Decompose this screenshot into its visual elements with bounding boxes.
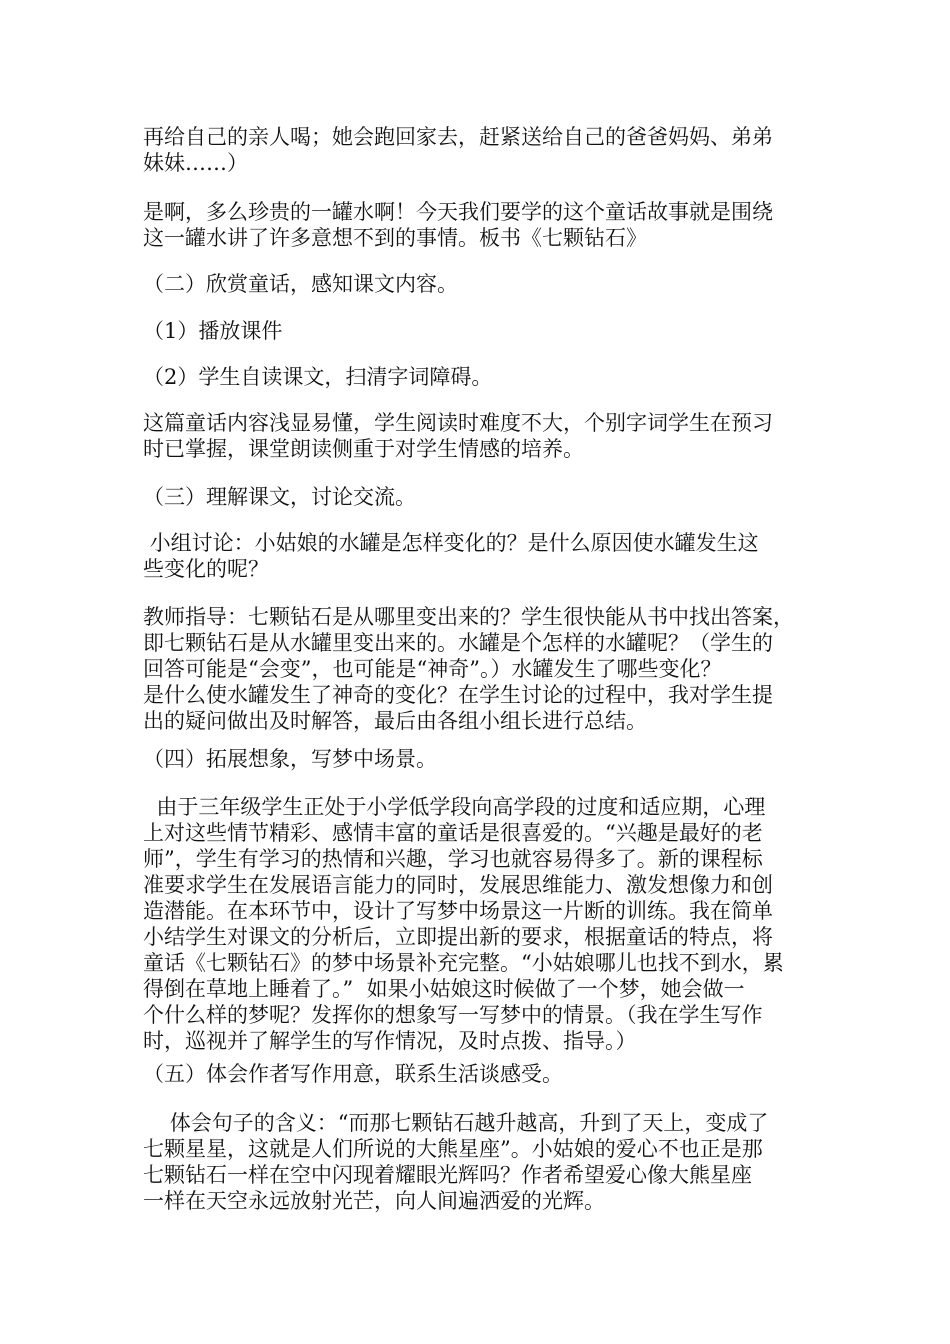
text-line: 体会句子的含义：“而那七颗钻石越升越高，升到了天上，变成了	[143, 1111, 769, 1135]
text-line: 教师指导：七颗钻石是从哪里变出来的？学生很快能从书中找出答案，	[143, 605, 794, 629]
paragraph-reading	[143, 410, 823, 462]
text-line: 回答可能是“会变”，也可能是“神奇”。）水罐发生了哪些变化？	[143, 657, 722, 681]
text-line: 得倒在草地上睡着了。” 如果小姑娘这时候做了一个梦，她会做一	[143, 977, 745, 1001]
text-line: （四）拓展想象，写梦中场景。	[143, 747, 437, 771]
paragraph-group-discussion	[143, 530, 823, 582]
text-line: 小组讨论：小姑娘的水罐是怎样变化的？是什么原因使水罐发生这	[143, 531, 759, 555]
text-line: 即七颗钻石是从水罐里变出来的。水罐是个怎样的水罐呢？（学生的	[143, 631, 773, 655]
text-line: （1）播放课件	[143, 319, 283, 343]
text-line: 上对这些情节精彩、感情丰富的童话是很喜爱的。“兴趣是最好的老	[143, 821, 763, 845]
text-line: 师”，学生有学习的热情和兴趣，学习也就容易得多了。新的课程标	[143, 847, 763, 871]
text-line: 时已掌握，课堂朗读侧重于对学生情感的培养。	[143, 437, 584, 461]
step-1	[143, 318, 823, 344]
text-line: （五）体会作者写作用意，联系生活谈感受。	[143, 1062, 563, 1086]
text-line: 妹妹……）	[143, 151, 248, 175]
text-line: 时，巡视并了解学生的写作情况，及时点拨、指导。）	[143, 1029, 637, 1053]
text-line: 童话《七颗钻石》的梦中场景补充完整。“小姑娘哪儿也找不到水，累	[143, 951, 784, 975]
paragraph-teacher-guidance	[143, 604, 823, 734]
text-line: 再给自己的亲人喝；她会跑回家去，赶紧送给自己的爸爸妈妈、弟弟	[143, 125, 773, 149]
text-line: 七颗钻石一样在空中闪现着耀眼光辉吗？作者希望爱心像大熊星座	[143, 1163, 752, 1187]
text-line: 准要求学生在发展语言能力的同时，发展思维能力、激发想像力和创	[143, 873, 773, 897]
paragraph-imagination	[143, 794, 823, 1054]
text-line: （三）理解课文，讨论交流。	[143, 485, 416, 509]
text-line: 由于三年级学生正处于小学低学段向高学段的过度和适应期，心理	[143, 795, 766, 819]
section-heading-3	[143, 484, 823, 510]
text-line: 小结学生对课文的分析后，立即提出新的要求，根据童话的特点，将	[143, 925, 773, 949]
text-line: 这一罐水讲了许多意想不到的事情。板书《七颗钻石》	[143, 226, 647, 250]
text-line: 出的疑问做出及时解答，最后由各组小组长进行总结。	[143, 709, 647, 733]
section-heading-2	[143, 271, 823, 297]
paragraph-continuation	[143, 124, 823, 176]
section-heading-5	[143, 1061, 823, 1087]
text-line: 是啊，多么珍贵的一罐水啊！今天我们要学的这个童话故事就是围绕	[143, 200, 773, 224]
text-line: （二）欣赏童话，感知课文内容。	[143, 272, 458, 296]
paragraph-intro	[143, 199, 823, 251]
text-line: 个什么样的梦呢？发挥你的想象写一写梦中的情景。（我在学生写作	[143, 1003, 763, 1027]
section-heading-4	[143, 746, 823, 772]
text-line: 七颗星星，这就是人们所说的大熊星座”。小姑娘的爱心不也正是那	[143, 1137, 763, 1161]
text-line: 是什么使水罐发生了神奇的变化？在学生讨论的过程中，我对学生提	[143, 683, 773, 707]
paragraph-meaning	[143, 1110, 823, 1214]
text-line: 一样在天空永远放射光芒，向人间遍洒爱的光辉。	[143, 1189, 605, 1213]
text-line: 些变化的呢？	[143, 557, 269, 581]
step-2	[143, 364, 823, 390]
text-line: 这篇童话内容浅显易懂，学生阅读时难度不大，个别字词学生在预习	[143, 411, 773, 435]
text-line: （2）学生自读课文，扫清字词障碍。	[143, 365, 493, 389]
text-line: 造潜能。在本环节中，设计了写梦中场景这一片断的训练。我在简单	[143, 899, 773, 923]
